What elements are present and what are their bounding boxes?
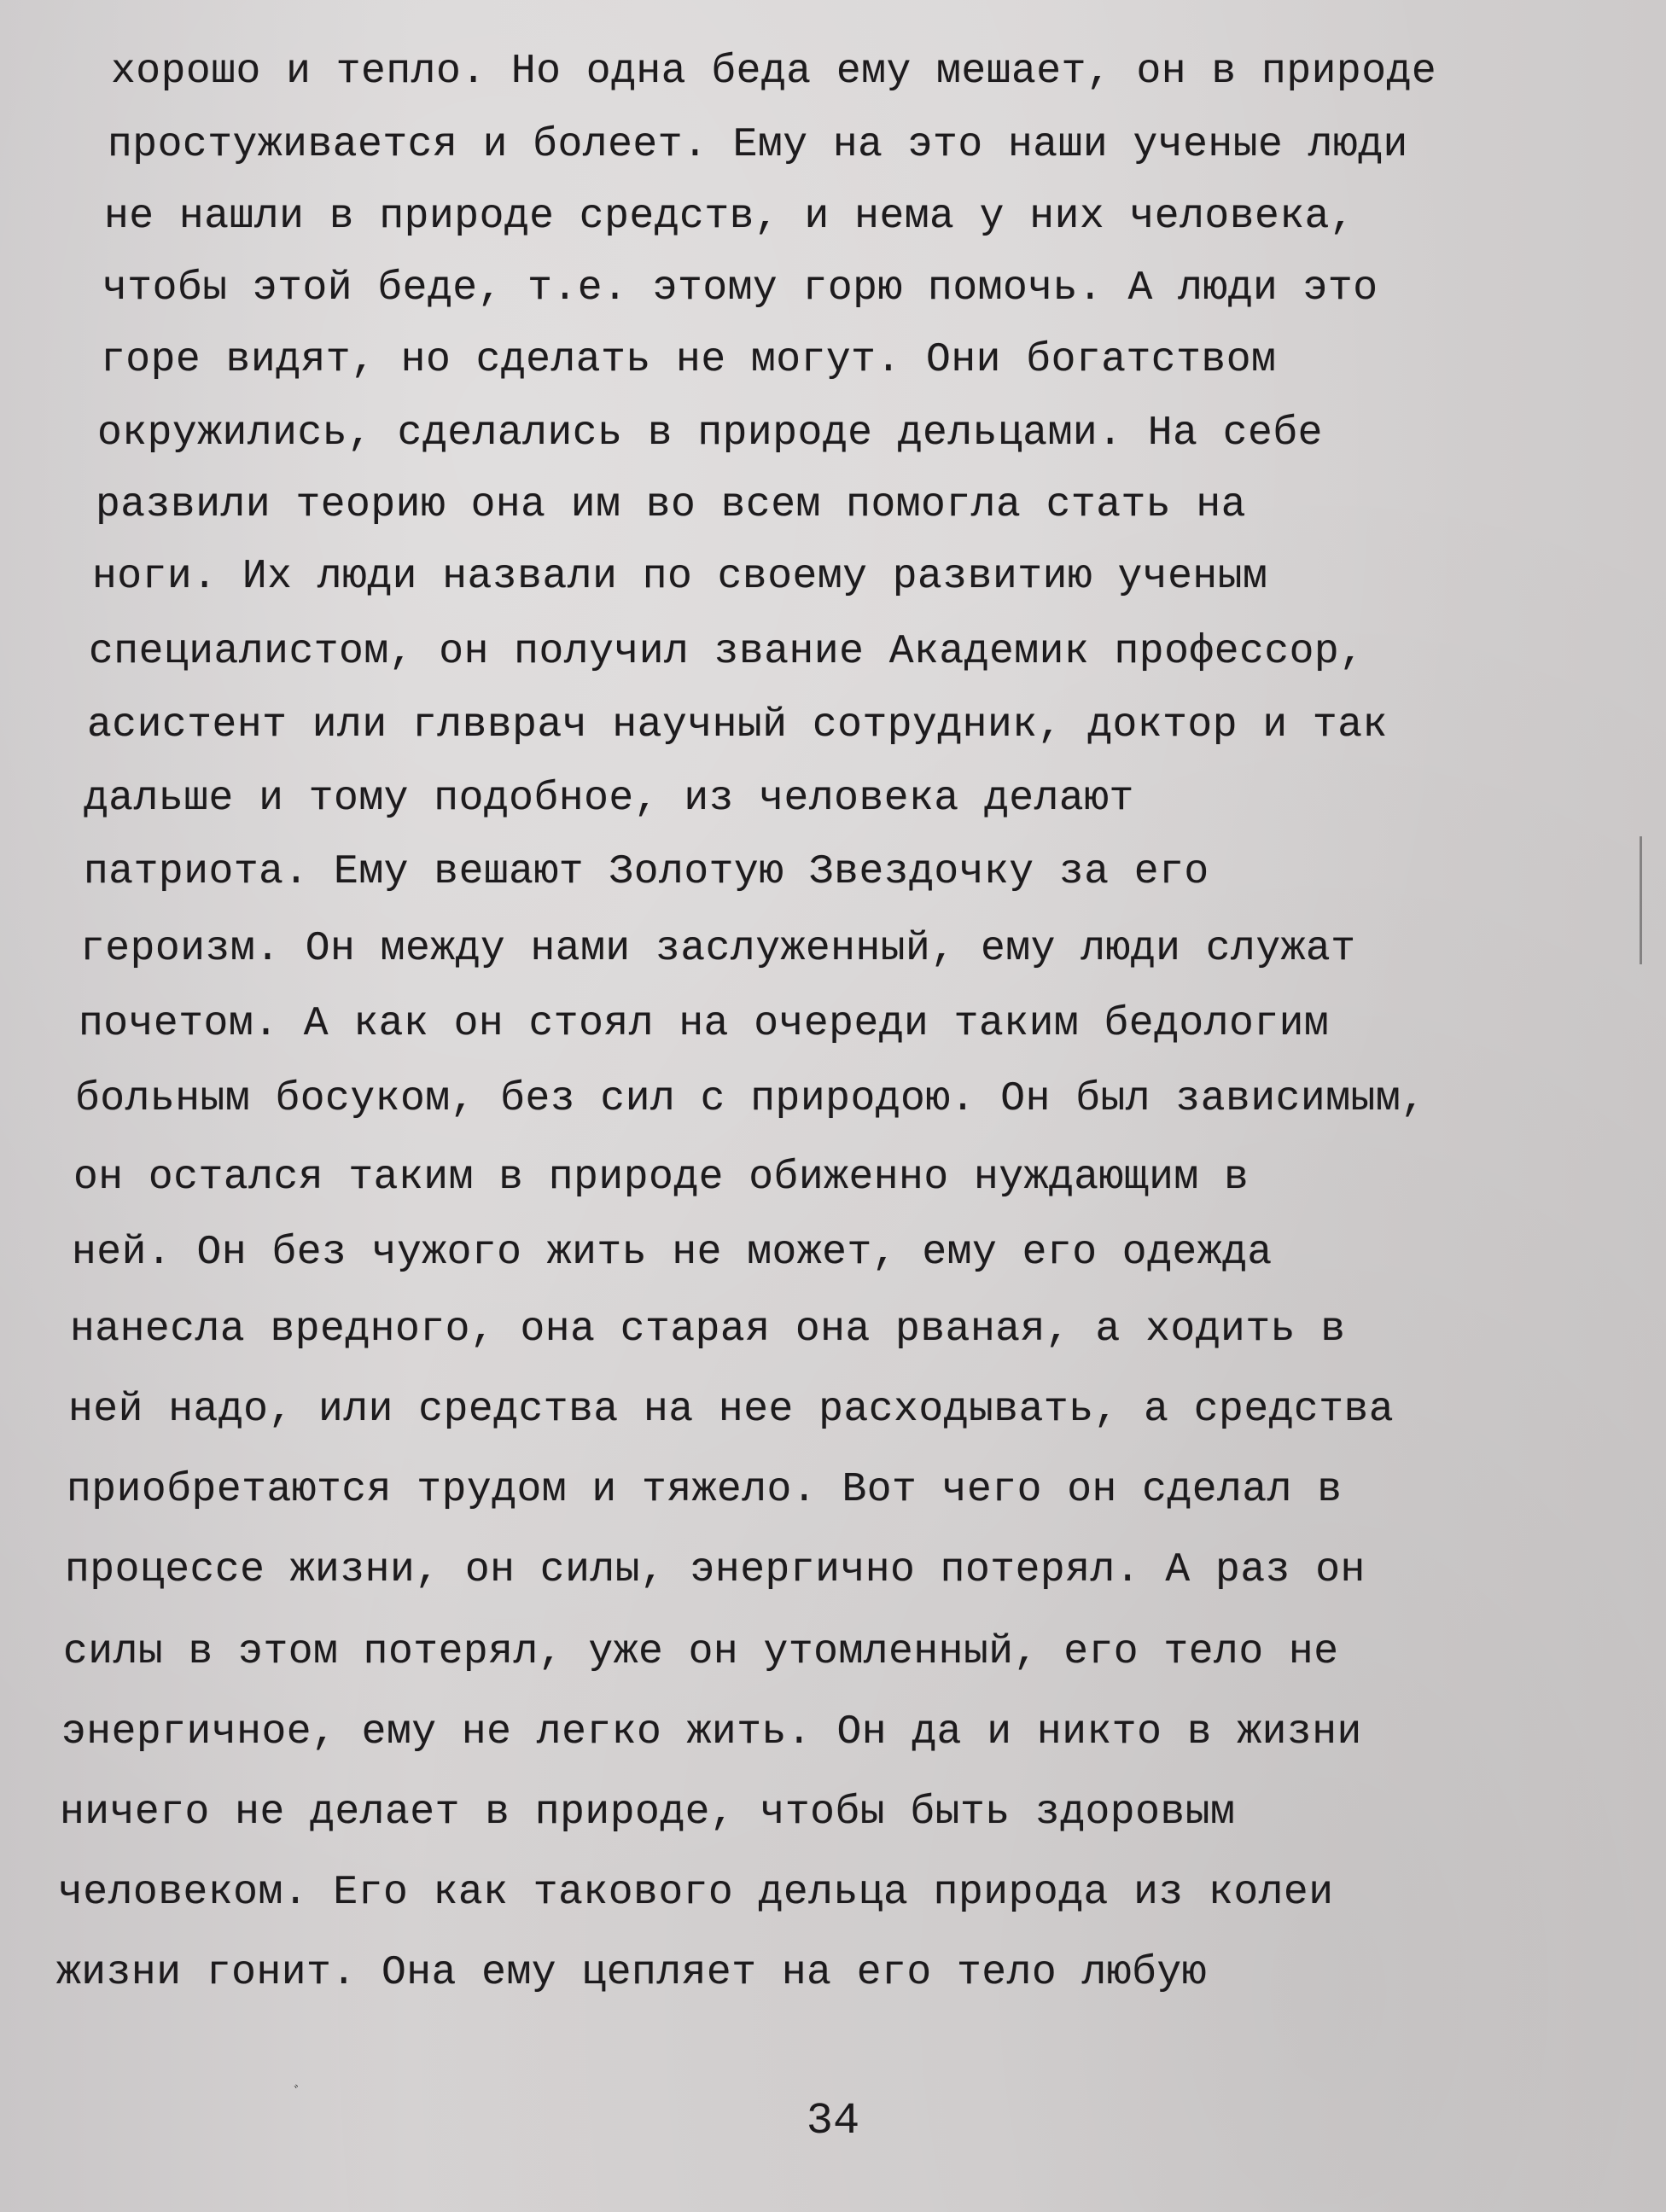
text-line: нанесла вредного, она старая она рваная, а ходить в [70, 1307, 1346, 1353]
text-line: специалистом, он получил звание Академик профессор, [89, 629, 1365, 675]
text-line: не нашли в природе средств, и нема у них человека, [104, 194, 1355, 240]
text-line: героизм. Он между нами заслуженный, ему люди служат [80, 926, 1356, 972]
text-line: простуживается и болеет. Ему на это наши ученые люди [108, 122, 1408, 168]
text-line: энергичное, ему не легко жить. Он да и никто в жизни [61, 1709, 1362, 1755]
page-number: 34 [806, 2096, 860, 2146]
text-line: он остался таким в природе обиженно нуждающим в [73, 1155, 1250, 1201]
text-line: дальше и тому подобное, из человека делают [84, 776, 1134, 822]
text-line: ней. Он без чужого жить не может, ему его одежда [72, 1230, 1273, 1276]
text-line: развили теорию она им во всем помогла стать на [96, 482, 1247, 528]
text-line: процессе жизни, он силы, энергично потерял. А раз он [65, 1547, 1366, 1593]
text-line: ничего не делает в природе, чтобы быть здоровым [60, 1790, 1236, 1836]
text-line: ноги. Их люди назвали по своему развитию ученым [92, 554, 1268, 600]
text-line: силы в этом потерял, уже он утомленный, его тело не [63, 1629, 1339, 1675]
page-edge-mark [1640, 836, 1642, 964]
text-line: почетом. А как он стоял на очереди таким бедологим [79, 1001, 1330, 1047]
text-line: патриота. Ему вешают Золотую Звездочку за его [84, 849, 1209, 895]
text-line: асистент или глвврач научный сотрудник, доктор и так [87, 702, 1388, 748]
text-line: чтобы этой беде, т.е. этому горю помочь. А люди это [102, 265, 1378, 311]
text-line: окружились, сделались в природе дельцами. На себе [97, 410, 1323, 457]
text-line: ней надо, или средства на нее расходывать, а средства [68, 1387, 1395, 1433]
text-line: больным босуком, без сил с природою. Он был зависимым, [75, 1076, 1426, 1122]
text-line: приобретаются трудом и тяжело. Вот чего он сделал в [67, 1467, 1343, 1513]
text-line: горе видят, но сделать не могут. Они богатством [101, 337, 1277, 383]
text-line: хорошо и тепло. Но одна беда ему мешает, он в природе [111, 49, 1437, 95]
text-line: жизни гонит. Она ему цепляет на его тело любую [56, 1950, 1208, 1996]
text-line: человеком. Его как такового дельца природа из колеи [58, 1870, 1334, 1916]
ink-speck: ﾞ [294, 2084, 301, 2102]
